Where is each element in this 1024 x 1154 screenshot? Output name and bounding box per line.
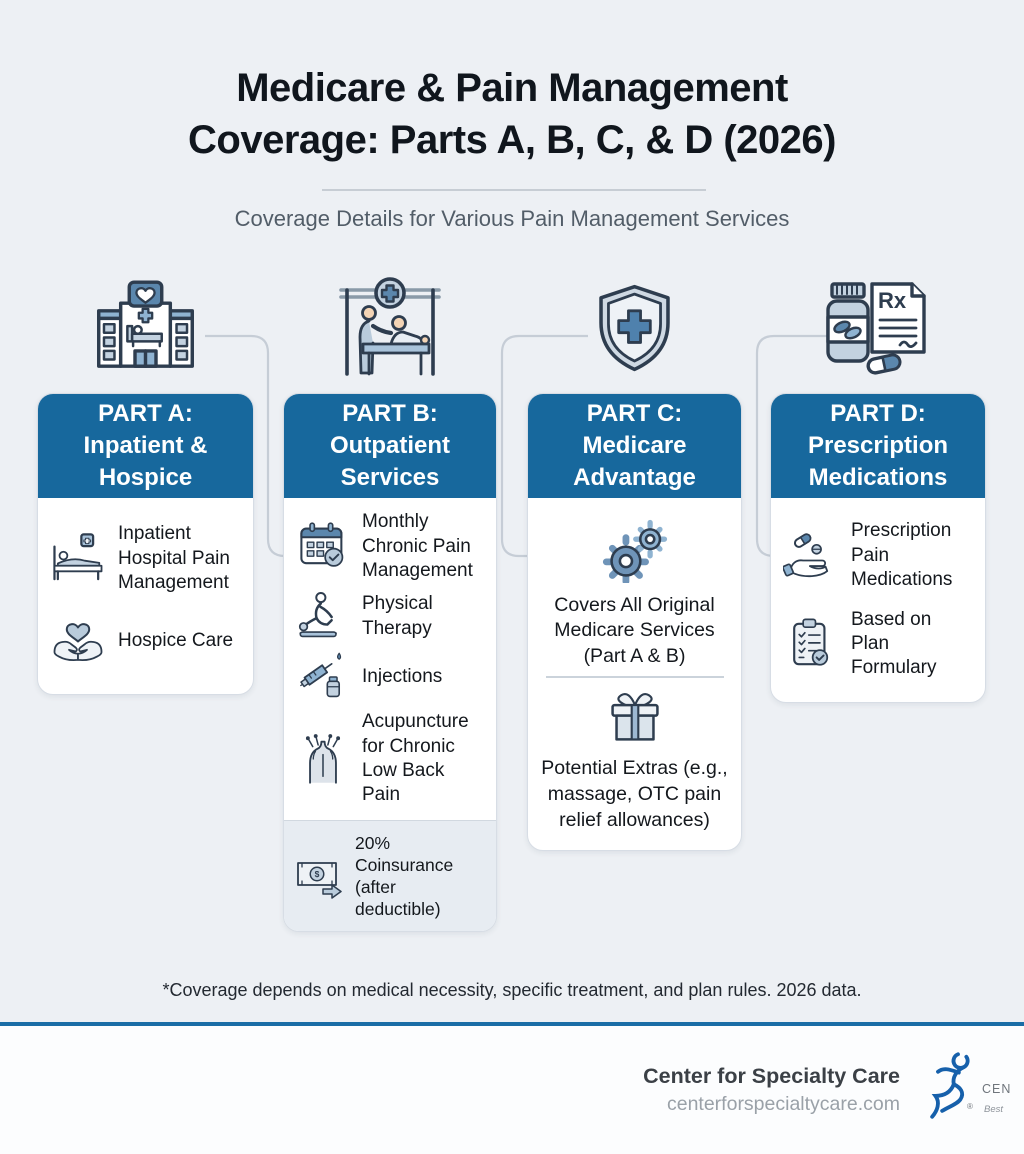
part-c-header-line2: Medicare xyxy=(582,432,687,460)
footnote: *Coverage depends on medical necessity, specific treatment, and plan rules. 2026 data. xyxy=(162,980,862,1000)
list-item xyxy=(50,522,241,595)
list-item-label: Inpatient Hospital Pain Management xyxy=(118,523,230,593)
part-d-header-line3: Medications xyxy=(808,463,948,491)
part-c-header-line1: PART C: xyxy=(586,400,683,428)
acupuncture-back-icon xyxy=(296,732,350,786)
list-item-label: Based on Plan Formulary xyxy=(851,608,937,679)
part-c-header xyxy=(528,394,741,498)
card-part-b xyxy=(283,393,497,932)
part-c-body xyxy=(528,498,741,850)
list-item xyxy=(50,614,241,670)
part-a-header xyxy=(38,394,253,498)
therapy-table-icon xyxy=(331,276,449,378)
hands-heart-icon xyxy=(50,614,106,670)
physical-therapy-icon xyxy=(296,590,350,644)
part-d-body xyxy=(771,498,985,702)
part-a-body xyxy=(38,498,253,694)
list-item xyxy=(538,515,731,670)
list-item-label: Physical Therapy xyxy=(362,593,433,639)
logo-wordmark: CEN xyxy=(982,1082,1012,1096)
list-item-label: Acupuncture for Chronic Low Back Pain xyxy=(362,711,469,806)
gift-icon xyxy=(602,684,668,746)
part-d-header xyxy=(771,394,985,498)
card-part-c xyxy=(527,393,742,851)
list-item-label: Prescription Pain Medications xyxy=(851,520,953,590)
list-item xyxy=(296,590,484,644)
card-part-a xyxy=(37,393,254,695)
part-d-header-line1: PART D: xyxy=(830,400,926,428)
list-item xyxy=(296,650,484,704)
logo-tagline: Best xyxy=(984,1104,1004,1115)
part-d-header-line2: Prescription xyxy=(807,432,949,460)
list-item-label: Hospice Care xyxy=(118,630,234,652)
list-item xyxy=(296,710,484,807)
list-item xyxy=(538,684,731,833)
shield-cross-icon xyxy=(588,281,681,376)
part-b-header-line1: PART B: xyxy=(342,400,438,428)
patient-bed-icon xyxy=(50,531,106,587)
list-item xyxy=(783,608,973,681)
runner-logo-icon xyxy=(928,1048,978,1128)
rx-bottle-icon xyxy=(820,276,932,378)
syringe-vial-icon xyxy=(296,650,350,704)
part-c-header-line3: Advantage xyxy=(573,463,696,491)
list-item xyxy=(783,519,973,592)
part-b-body xyxy=(284,498,496,820)
brand-website: centerforspecialtycare.com xyxy=(666,1093,900,1115)
page-title-line2: Coverage: Parts A, B, C, & D (2026) xyxy=(188,118,836,162)
part-b-header xyxy=(284,394,496,498)
card-part-d xyxy=(770,393,986,703)
dollar-glyph: $ xyxy=(314,868,320,879)
formulary-checklist-icon xyxy=(783,616,839,672)
part-b-header-line3: Services xyxy=(340,463,440,491)
list-item xyxy=(296,510,484,583)
list-item-label: Injections xyxy=(362,665,443,687)
money-arrow-icon xyxy=(295,852,345,900)
brand-name: Center for Specialty Care xyxy=(643,1064,900,1088)
brand-block xyxy=(643,1064,900,1116)
rx-glyph: Rx xyxy=(878,288,907,313)
page-title-line1: Medicare & Pain Management xyxy=(236,66,788,110)
list-item-label: Covers All Original Medicare Services (Part A & B) xyxy=(554,593,715,667)
gears-icon xyxy=(597,515,673,583)
part-a-header-line1: PART A: xyxy=(98,400,193,428)
list-item-label: Monthly Chronic Pain Management xyxy=(362,511,473,581)
part-b-header-line2: Outpatient xyxy=(330,432,450,460)
part-a-header-line3: Hospice xyxy=(98,463,193,491)
part-a-header-line2: Inpatient & xyxy=(83,432,208,460)
hand-pills-icon xyxy=(783,528,839,584)
page-subtitle: Coverage Details for Various Pain Management Services xyxy=(234,206,790,231)
registered-mark: ® xyxy=(967,1102,973,1111)
part-c-divider xyxy=(546,676,724,678)
list-item-label: Potential Extras (e.g., massage, OTC pain relief allowances) xyxy=(541,757,728,831)
coinsurance-note-label: 20% Coinsurance (after deductible) xyxy=(355,832,454,919)
hospital-icon xyxy=(93,278,198,378)
part-b-coinsurance-note xyxy=(284,820,496,931)
calendar-check-icon xyxy=(296,520,350,574)
footer xyxy=(0,1026,1024,1154)
